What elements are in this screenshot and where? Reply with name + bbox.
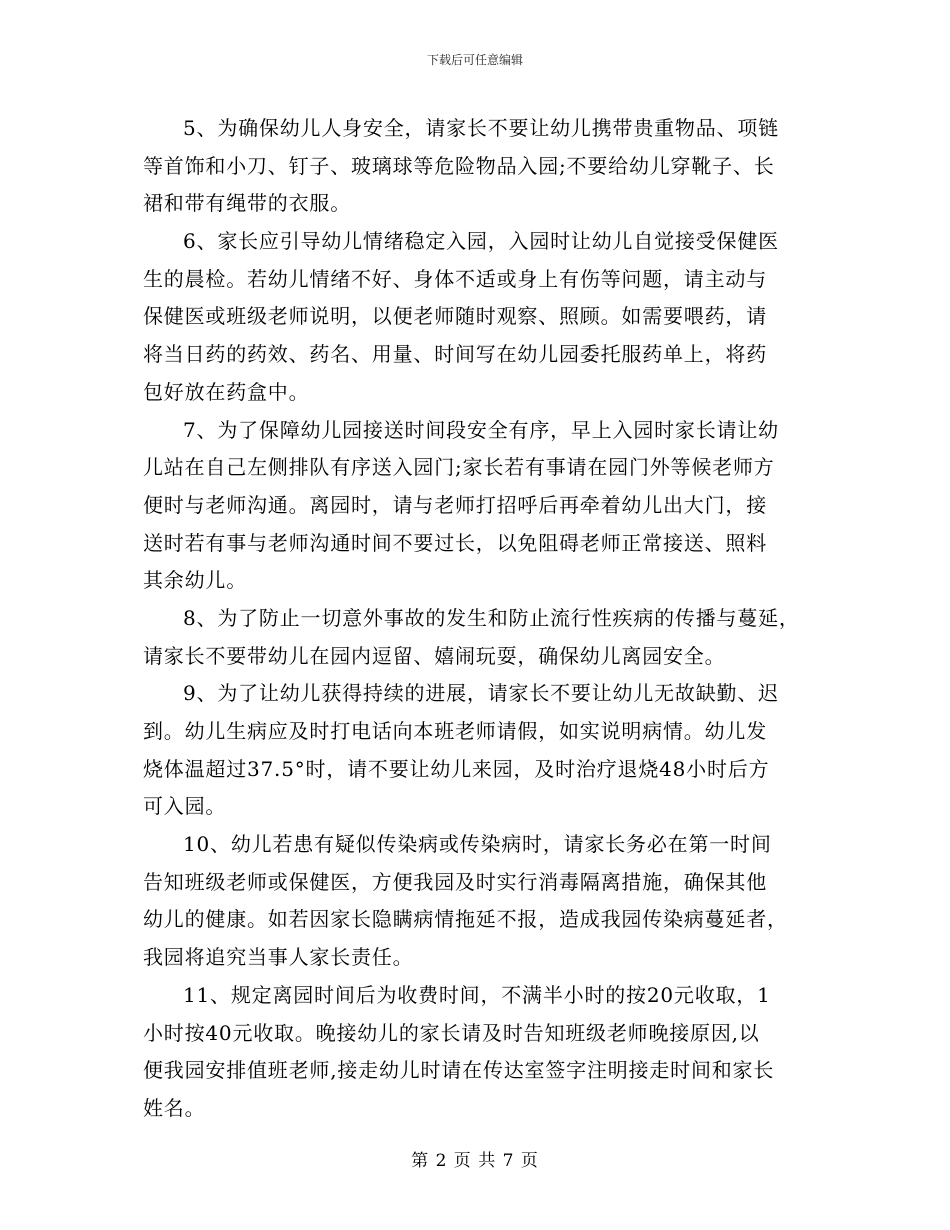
paragraph-9-line-4: 可入园。 <box>143 794 227 819</box>
paragraph-9-line-3: 烧体温超过37.5°时，请不要让幼儿来园，及时治疗退烧48小时后方 <box>143 756 770 781</box>
paragraph-7-line-4: 送时若有事与老师沟通时间不要过长，以免阻碍老师正常接送、照料 <box>143 530 767 555</box>
paragraph-10-line-1: 10、幼儿若患有疑似传染病或传染病时，请家长务必在第一时间 <box>183 832 772 857</box>
paragraph-11-line-1: 11、规定离园时间后为收费时间，不满半小时的按20元收取，1 <box>183 982 771 1007</box>
paragraph-10-line-2: 告知班级老师或保健医，方便我园及时实行消毒隔离措施，确保其他 <box>143 869 767 894</box>
paragraph-8-line-2: 请家长不要带幼儿在园内逗留、嬉闹玩耍，确保幼儿离园安全。 <box>143 643 726 668</box>
paragraph-7-line-2: 儿站在自己左侧排队有序送入园门;家长若有事请在园门外等候老师方 <box>143 455 775 480</box>
paragraph-11-line-4: 姓名。 <box>143 1095 206 1120</box>
document-body <box>143 110 813 1128</box>
paragraph-5-line-1: 5、为确保幼儿人身安全，请家长不要让幼儿携带贵重物品、项链 <box>183 116 779 140</box>
paragraph-9-line-1: 9、为了让幼儿获得持续的进展，请家长不要让幼儿无故缺勤、迟 <box>183 681 779 706</box>
paragraph-6-line-5: 包好放在药盒中。 <box>143 379 310 404</box>
paragraph-7-line-1: 7、为了保障幼儿园接送时间段安全有序，早上入园时家长请让幼 <box>183 417 779 442</box>
paragraph-9-line-2: 到。幼儿生病应及时打电话向本班老师请假，如实说明病情。幼儿发 <box>143 719 767 743</box>
paragraph-11-line-3: 便我园安排值班老师,接走幼儿时请在传达室签字注明接走时间和家长 <box>143 1058 775 1083</box>
paragraph-6-line-3: 保健医或班级老师说明，以便老师随时观察、照顾。如需要喂药，请 <box>143 304 767 329</box>
paragraph-11-line-2: 小时按40元收取。晚接幼儿的家长请及时告知班级老师晚接原因,以 <box>143 1020 760 1045</box>
paragraph-5-line-2: 等首饰和小刀、钉子、玻璃球等危险物品入园;不要给幼儿穿靴子、长 <box>143 153 775 178</box>
paragraph-7-line-3: 便时与老师沟通。离园时，请与老师打招呼后再牵着幼儿出大门，接 <box>143 492 767 517</box>
paragraph-6-line-2: 生的晨检。若幼儿情绪不好、身体不适或身上有伤等问题，请主动与 <box>143 266 767 291</box>
paragraph-8-line-1: 8、为了防止一切意外事故的发生和防止流行性疾病的传播与蔓延， <box>183 605 800 630</box>
paragraph-10-line-4: 我园将追究当事人家长责任。 <box>143 945 414 970</box>
paragraph-6-line-4: 将当日药的药效、药名、用量、时间写在幼儿园委托服药单上，将药 <box>143 342 767 367</box>
paragraph-10-line-3: 幼儿的健康。如若因家长隐瞒病情拖延不报，造成我园传染病蔓延者， <box>143 907 788 932</box>
paragraph-6-line-1: 6、家长应引导幼儿情绪稳定入园，入园时让幼儿自觉接受保健医 <box>183 229 779 254</box>
paragraph-5-line-3: 裙和带有绳带的衣服。 <box>143 191 351 216</box>
page-number: 第 2 页 共 7 页 <box>411 1151 539 1171</box>
page-header-note: 下载后可任意编辑 <box>426 53 523 67</box>
paragraph-7-line-5: 其余幼儿。 <box>143 568 247 593</box>
